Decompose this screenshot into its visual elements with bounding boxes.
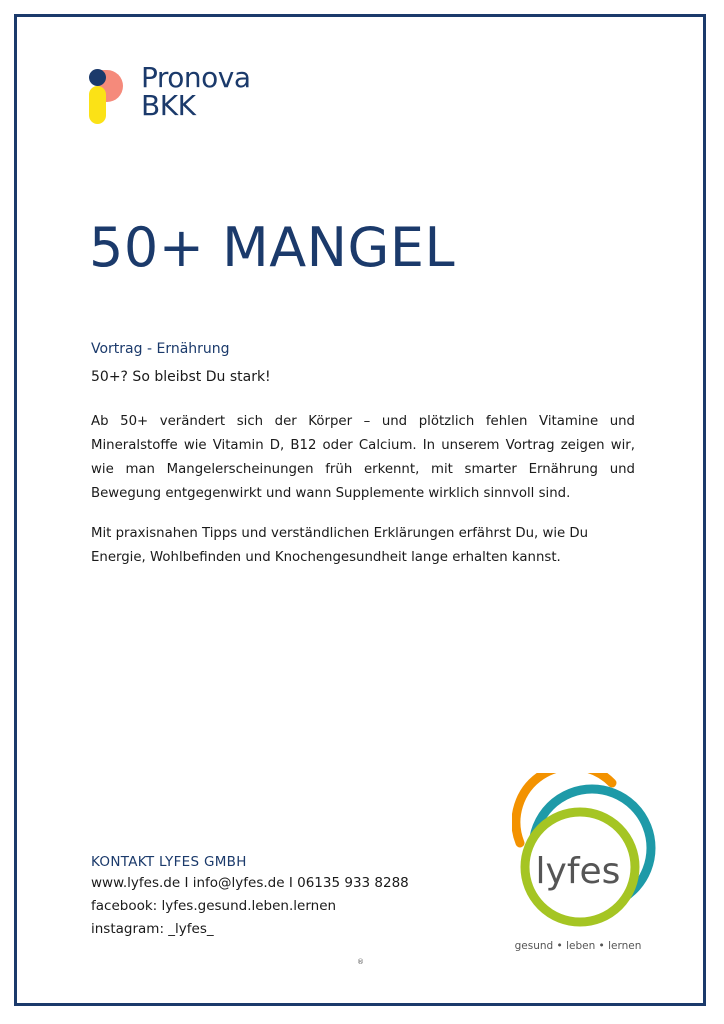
brand-name [141, 61, 251, 122]
brand-name-line1: Pronova [141, 61, 251, 94]
description-paragraph-1: Ab 50+ verändert sich der Körper – und plötzlich fehlen Vitamine und Mineralstoffe wie Vitamin D, B12 oder Calcium. In unserem Vortrag zeigen wir, wie man Mangelerscheinungen früh erkennt, mit smarter Ernährung und Bewegung entgegenwirkt und wann Supplemente wirklich sinnvoll sind. [91, 414, 635, 501]
page-title: 50+ MANGEL [89, 216, 456, 279]
contact-heading: KONTAKT LYFES GMBH [91, 854, 247, 870]
description-paragraph-2: Mit praxisnahen Tipps und verständlichen Erklärungen erfährst Du, wie Du Energie, Wohlbefinden und Knochengesundheit lange erhalten kannst. [91, 526, 589, 565]
intro-text: 50+? So bleibst Du stark! [91, 369, 271, 385]
lyfes-logo [512, 773, 658, 955]
registered-mark: ® [357, 958, 364, 966]
contact-web-line: www.lyfes.de I info@lyfes.de I 06135 933 8288 [91, 875, 409, 891]
contact-instagram-line: instagram: _lyfes_ [91, 921, 214, 937]
category-label: Vortrag - Ernährung [91, 341, 230, 357]
contact-facebook-line: facebook: lyfes.gesund.leben.lernen [91, 898, 337, 914]
contact-block [91, 852, 409, 941]
lyfes-tagline: gesund • leben • lernen [514, 940, 642, 952]
brand-name-line2: BKK [141, 89, 196, 122]
logo-navy-dot [89, 69, 106, 86]
logo-yellow-shape [89, 86, 106, 124]
pronova-bkk-logo-icon [88, 68, 128, 124]
lyfes-wordmark: lyfes [535, 851, 621, 892]
